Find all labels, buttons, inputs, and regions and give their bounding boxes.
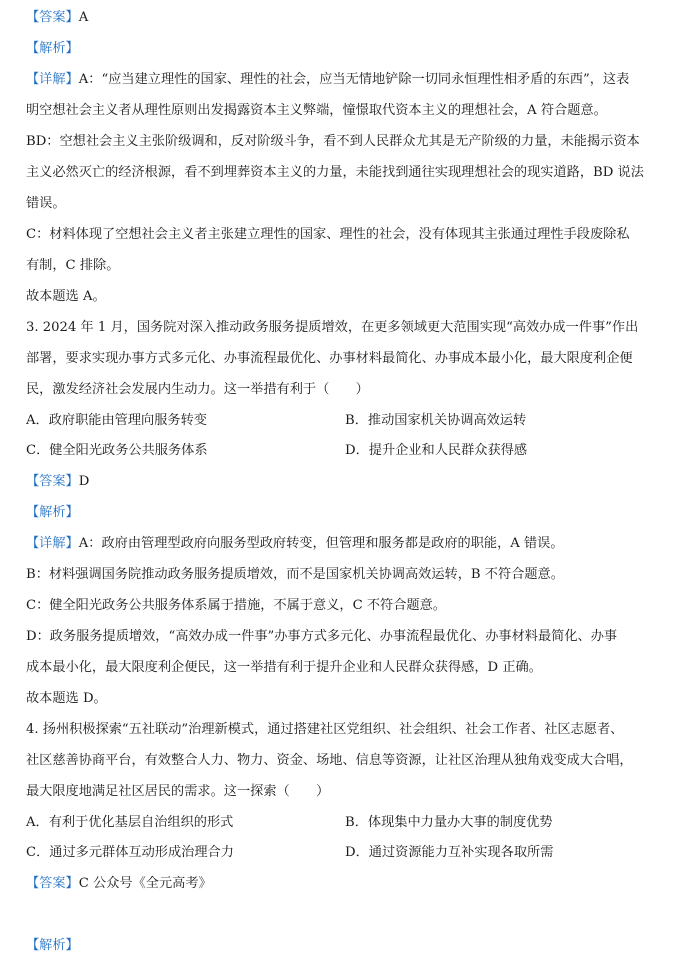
q4-analysis-tag: 【解析】 <box>26 938 79 953</box>
q3-option-d: D．提升企业和人民群众获得感 <box>345 443 528 458</box>
q3-conclusion: 故本题选 D。 <box>26 691 107 706</box>
answer-tag: 【答案】 <box>26 474 79 489</box>
detail-tag: 【详解】 <box>26 72 79 87</box>
q4-option-b: B．体现集中力量办大事的制度优势 <box>345 815 553 830</box>
answer-value: C 公众号《全元高考》 <box>78 876 212 891</box>
q3-detail-line-2: B：材料强调国务院推动政务服务提质增效，而不是国家机关协调高效运转，B 不符合题意。 <box>26 567 564 582</box>
q3-detail-line-5: 成本最小化，最大限度利企便民，这一举措有利于提升企业和人民群众获得感，D 正确。 <box>26 660 542 675</box>
answer-tag: 【答案】 <box>26 10 79 25</box>
q2-detail-line-4: 主义必然灭亡的经济根源，看不到埋葬资本主义的力量，未能找到通往实现理想社会的现实道路，BD 说法 <box>26 165 644 180</box>
q2-analysis-tag: 【解析】 <box>26 41 79 56</box>
q4-stem-line-3: 最大限度地满足社区居民的需求。这一探索（ ） <box>26 784 330 799</box>
q4-option-d: D．通过资源能力互补实现各取所需 <box>345 845 554 860</box>
q2-detail-line-7: 有制，C 排除。 <box>26 258 120 273</box>
q3-detail-line-3: C：健全阳光政务公共服务体系属于措施，不属于意义，C 不符合题意。 <box>26 598 446 613</box>
q3-detail-line-1: 【详解】A：政府由管理型政府向服务型政府转变，但管理和服务都是政府的职能，A 错误。 <box>26 536 564 551</box>
q3-stem-line-3: 民，激发经济社会发展内生动力。这一举措有利于（ ） <box>26 382 369 397</box>
q3-analysis-tag: 【解析】 <box>26 505 79 520</box>
q3-stem-line-1: 3. 2024 年 1 月，国务院对深入推动政务服务提质增效，在更多领域更大范围实现“高效办成一件事”作出 <box>26 320 639 335</box>
q3-stem-line-2: 部署，要求实现办事方式多元化、办事流程最优化、办事材料最简化、办事成本最小化，最大限度利企便 <box>26 351 633 366</box>
q3-detail-line-4: D：政务服务提质增效，“高效办成一件事”办事方式多元化、办事流程最优化、办事材料最简化、办事 <box>26 629 618 644</box>
answer-tag: 【答案】 <box>26 876 79 891</box>
q4-stem-line-1: 4. 扬州积极探索“五社联动”治理新模式，通过搭建社区党组织、社会组织、社会工作者、社区志愿者、 <box>26 722 624 737</box>
q2-conclusion: 故本题选 A。 <box>26 289 106 304</box>
q3-answer-line <box>26 472 89 492</box>
q2-answer-line <box>26 8 88 28</box>
answer-value: A <box>78 10 89 25</box>
q4-option-a: A．有利于优化基层自治组织的形式 <box>26 815 234 830</box>
q2-detail-line-2: 明空想社会主义者从理性原则出发揭露资本主义弊端，憧憬取代资本主义的理想社会，A 符合题意。 <box>26 103 607 118</box>
q4-stem-line-2: 社区慈善协商平台，有效整合人力、物力、资金、场地、信息等资源，让社区治理从独角戏变成大合唱， <box>26 753 633 768</box>
q2-detail-line-3: BD：空想社会主义主张阶级调和，反对阶级斗争，看不到人民群众尤其是无产阶级的力量，未能揭示资本 <box>26 134 640 149</box>
answer-value: D <box>78 474 90 489</box>
q2-detail-line-1: 【详解】A：“应当建立理性的国家、理性的社会，应当无情地铲除一切同永恒理性相矛盾的东西”，这表 <box>26 72 630 87</box>
q4-answer-line <box>26 874 212 894</box>
q2-detail-line-6: C：材料体现了空想社会主义者主张建立理性的国家、理性的社会，没有体现其主张通过理性手段废除私 <box>26 227 630 242</box>
q2-detail-line-5: 错误。 <box>26 196 66 211</box>
q3-option-a: A．政府职能由管理向服务转变 <box>26 413 207 428</box>
q3-option-c: C．健全阳光政务公共服务体系 <box>26 443 208 458</box>
detail-tag: 【详解】 <box>26 536 79 551</box>
q4-option-c: C．通过多元群体互动形成治理合力 <box>26 845 234 860</box>
q3-option-b: B．推动国家机关协调高效运转 <box>345 413 527 428</box>
